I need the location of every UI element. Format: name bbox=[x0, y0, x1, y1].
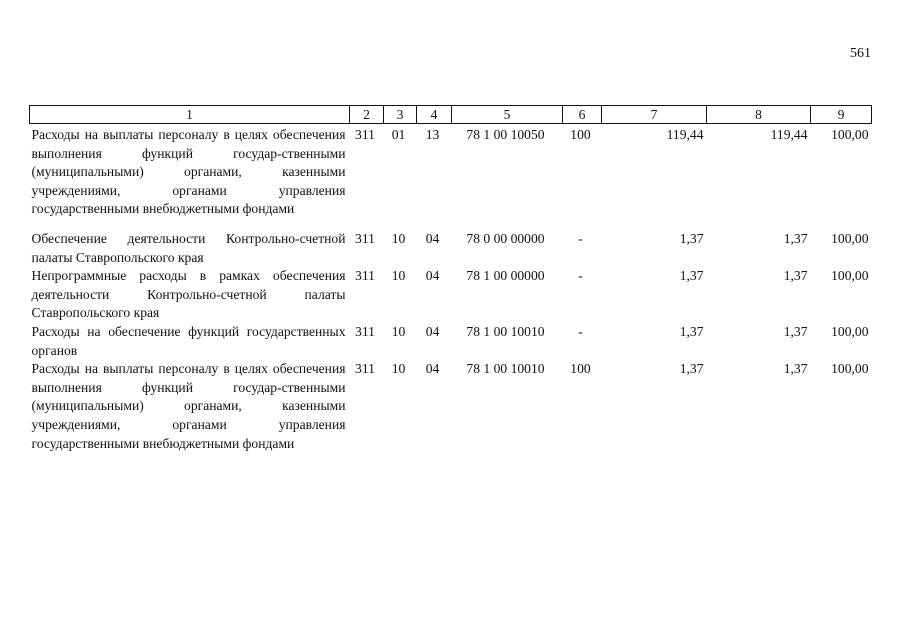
section-code: 01 bbox=[391, 127, 406, 142]
expense-name: Расходы на выплаты персоналу в целях обеспечения выполнения функций государ-ственными (муниципальными) органами, казенными учреждениями, органами управления государственными внебюджетными фондами bbox=[31, 361, 346, 451]
target-article-code: 78 1 00 10010 bbox=[466, 361, 545, 377]
subsection-code: 04 bbox=[425, 268, 440, 284]
planned-amount: 1,37 bbox=[679, 361, 704, 377]
ministry-code: 311 bbox=[355, 127, 375, 142]
actual-amount: 1,37 bbox=[783, 361, 808, 377]
planned-amount: 1,37 bbox=[679, 268, 704, 284]
ministry-code: 311 bbox=[355, 323, 375, 339]
ministry-code: 311 bbox=[355, 361, 375, 377]
planned-amount: 1,37 bbox=[679, 323, 704, 339]
expense-type-code: 100 bbox=[570, 127, 591, 142]
section-code: 10 bbox=[391, 361, 406, 377]
table-row bbox=[30, 219, 872, 267]
page-number: 561 bbox=[850, 46, 871, 61]
subsection-code: 04 bbox=[425, 230, 440, 246]
column-header-1: 1 bbox=[30, 106, 350, 124]
target-article-code: 78 1 00 10010 bbox=[466, 323, 545, 339]
budget-table bbox=[29, 105, 872, 453]
table-row bbox=[30, 323, 872, 360]
table-row bbox=[30, 360, 872, 453]
subsection-code: 04 bbox=[425, 361, 440, 377]
section-code: 10 bbox=[391, 323, 406, 339]
subsection-code: 04 bbox=[425, 323, 440, 339]
planned-amount: 1,37 bbox=[679, 230, 704, 246]
expense-type-code: - bbox=[578, 323, 583, 339]
section-code: 10 bbox=[391, 268, 406, 284]
table-row bbox=[30, 267, 872, 323]
column-header-8: 8 bbox=[707, 106, 811, 124]
expense-type-code: - bbox=[578, 230, 583, 246]
column-header-5: 5 bbox=[452, 106, 563, 124]
execution-percent: 100,00 bbox=[831, 361, 869, 377]
column-header-4: 4 bbox=[417, 106, 452, 124]
expense-type-code: - bbox=[578, 268, 583, 284]
subsection-code: 13 bbox=[425, 127, 440, 142]
actual-amount: 1,37 bbox=[783, 268, 808, 284]
expense-name: Непрограммные расходы в рамках обеспечения деятельности Контрольно-счетной палаты Ставропольского края bbox=[31, 268, 346, 321]
section-code: 10 bbox=[391, 230, 406, 246]
target-article-code: 78 1 00 00000 bbox=[466, 268, 545, 284]
actual-amount: 1,37 bbox=[783, 230, 808, 246]
ministry-code: 311 bbox=[355, 230, 375, 246]
expense-type-code: 100 bbox=[570, 361, 591, 377]
expense-name: Обеспечение деятельности Контрольно-счетной палаты Ставропольского края bbox=[31, 230, 346, 265]
execution-percent: 100,00 bbox=[831, 323, 869, 339]
ministry-code: 311 bbox=[355, 268, 375, 284]
table-row bbox=[30, 124, 872, 219]
target-article-code: 78 1 00 10050 bbox=[466, 127, 545, 142]
actual-amount: 119,44 bbox=[770, 127, 808, 142]
execution-percent: 100,00 bbox=[831, 127, 869, 142]
planned-amount: 119,44 bbox=[666, 127, 704, 142]
column-header-2: 2 bbox=[350, 106, 384, 124]
table-header-row bbox=[30, 106, 872, 124]
column-header-3: 3 bbox=[384, 106, 417, 124]
expense-name: Расходы на выплаты персоналу в целях обеспечения выполнения функций государ-ственными (муниципальными) органами, казенными учреждениями, органами управления государственными внебюджетными фондами bbox=[31, 127, 346, 217]
execution-percent: 100,00 bbox=[831, 230, 869, 246]
actual-amount: 1,37 bbox=[783, 323, 808, 339]
column-header-9: 9 bbox=[811, 106, 872, 124]
execution-percent: 100,00 bbox=[831, 268, 869, 284]
target-article-code: 78 0 00 00000 bbox=[466, 230, 545, 246]
column-header-7: 7 bbox=[602, 106, 707, 124]
expense-name: Расходы на обеспечение функций государственных органов bbox=[31, 323, 346, 358]
column-header-6: 6 bbox=[563, 106, 602, 124]
